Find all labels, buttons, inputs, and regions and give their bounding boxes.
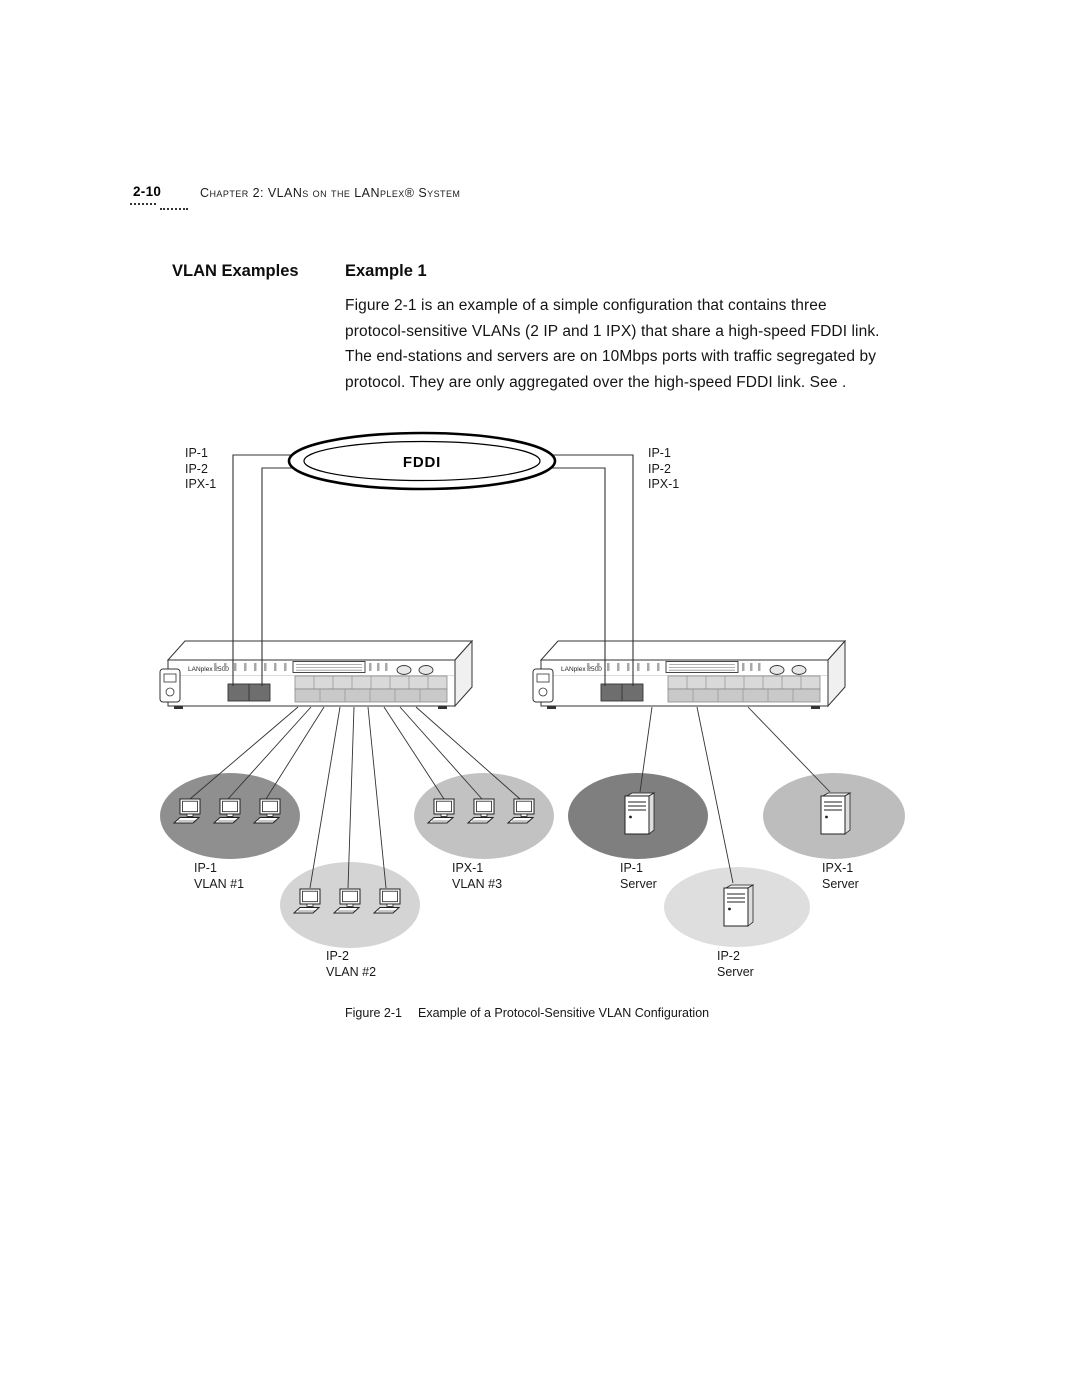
server-icon — [625, 793, 654, 834]
ring-label: IP-1 — [648, 446, 671, 460]
group-name: Server — [620, 876, 657, 891]
body-line: Figure 2-1 is an example of a simple configuration that contains three — [345, 297, 827, 314]
vlan-diagram: LANplex 2500 — [0, 420, 1080, 1020]
group-label-ip1-server — [620, 861, 657, 892]
chapter-header: Chapter 2: VLANs on the LANplex® System — [200, 186, 461, 200]
body-line: protocol-sensitive VLANs (2 IP and 1 IPX) that share a high-speed FDDI link. — [345, 322, 880, 340]
group-label-vlan3 — [452, 861, 502, 892]
switch-left — [160, 641, 472, 709]
group-label-vlan2 — [326, 949, 376, 980]
page-number: 2-10 — [133, 184, 162, 199]
body-line: protocol. They are only aggregated over the high-speed FDDI link. See . — [345, 373, 847, 391]
group-name: Server — [822, 876, 859, 891]
group-name: Server — [717, 964, 754, 979]
group-label-ipx1-server — [822, 861, 859, 892]
ring-label: IPX-1 — [648, 477, 680, 491]
page-number-ornament — [130, 203, 156, 205]
body-line: The end-stations and servers are on 10Mbps ports with traffic segregated by — [345, 348, 877, 365]
group-name: VLAN #3 — [452, 876, 503, 891]
switch-right — [533, 641, 845, 709]
figure-caption — [345, 1006, 709, 1020]
ring-label: IP-2 — [185, 461, 208, 476]
group-name: VLAN #2 — [326, 964, 377, 979]
group-protocol: IP-2 — [717, 949, 740, 963]
ring-labels-right — [648, 446, 679, 493]
example-title: Example 1 — [345, 262, 427, 280]
section-title: VLAN Examples — [172, 262, 299, 280]
server-icon — [821, 793, 850, 834]
group-protocol: IP-1 — [194, 861, 217, 875]
group-protocol: IPX-1 — [822, 861, 854, 875]
server-icon — [724, 885, 753, 926]
group-label-ip2-server — [717, 949, 754, 980]
figure-caption-text: Example of a Protocol-Sensitive VLAN Configuration — [417, 1006, 710, 1020]
figure-caption-label: Figure 2-1 — [345, 1006, 402, 1020]
fddi-label: FDDI — [402, 454, 442, 471]
ring-labels-left — [185, 446, 216, 493]
group-name: VLAN #1 — [194, 876, 245, 891]
ring-label: IPX-1 — [185, 477, 217, 491]
ring-label: IP-1 — [185, 446, 208, 460]
body-paragraph — [345, 293, 945, 395]
group-protocol: IPX-1 — [452, 861, 484, 875]
group-protocol: IP-1 — [620, 861, 643, 875]
ring-label: IP-2 — [648, 461, 671, 476]
page-number-ornament — [160, 208, 188, 210]
group-label-vlan1 — [194, 861, 244, 892]
group-protocol: IP-2 — [326, 949, 349, 963]
